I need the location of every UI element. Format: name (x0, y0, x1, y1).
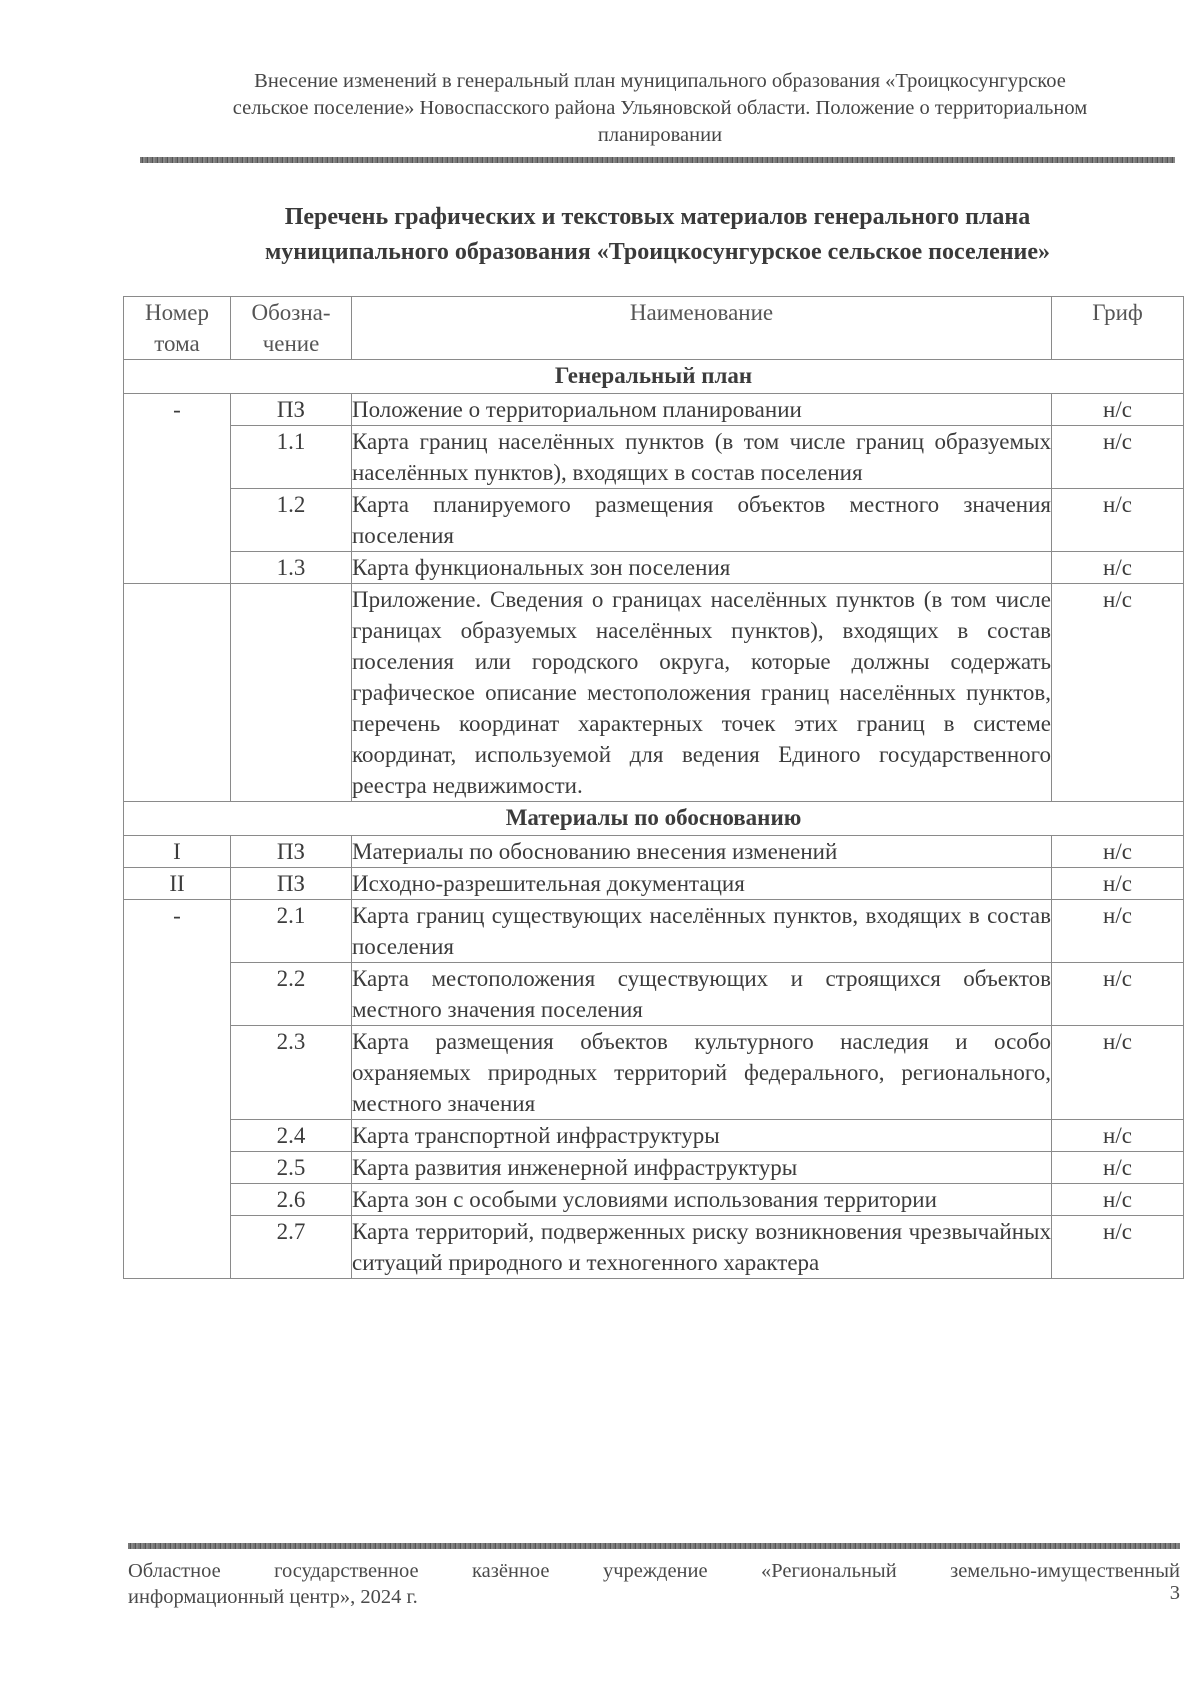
name-cell: Приложение. Сведения о границах населённых пунктов (в том числе границах образуемых населённых пунктов), входящих в состав поселения или городского округа, которые должны содержать графическое описание местоположения границ населённых пунктов, перечень координат характерных точек этих границ в системе координат, используемой для ведения Единого государственного реестра недвижимости. (352, 584, 1052, 802)
volume-cell: II (124, 868, 231, 900)
table-row (124, 868, 1184, 900)
table-row (124, 1184, 1184, 1216)
header-divider (140, 157, 1175, 163)
designation-cell: ПЗ (231, 836, 352, 868)
table-row (124, 836, 1184, 868)
volume-cell: - (124, 394, 231, 584)
name-cell: Материалы по обоснованию внесения изменений (352, 836, 1052, 868)
running-footer (128, 1558, 1180, 1610)
page-number: 3 (1169, 1582, 1180, 1604)
column-header-volume (124, 297, 231, 360)
footer-line-2: информационный центр», 2024 г. (128, 1586, 418, 1608)
column-header-grif: Гриф (1052, 297, 1184, 360)
volume-cell: - (124, 900, 231, 1279)
designation-cell (231, 584, 352, 802)
table-row (124, 963, 1184, 1026)
grif-cell: н/с (1052, 489, 1184, 552)
table-header-row (124, 297, 1184, 360)
designation-cell: 2.2 (231, 963, 352, 1026)
footer-line-1: Областное государственное казённое учреждение «Региональный земельно-имущественный (128, 1560, 1180, 1582)
volume-cell: I (124, 836, 231, 868)
title-line-2: муниципального образования «Троицкосунгурское сельское поселение» (264, 239, 1051, 265)
header-line-2: сельское поселение» Новоспасского района Ульяновской области. Положение о территориальном (232, 97, 1088, 119)
name-cell: Карта зон с особыми условиями использования территории (352, 1184, 1052, 1216)
table-row (124, 1152, 1184, 1184)
grif-cell: н/с (1052, 868, 1184, 900)
running-header (135, 68, 1185, 149)
grif-cell: н/с (1052, 1152, 1184, 1184)
materials-table (123, 296, 1184, 1279)
section-row (124, 360, 1184, 394)
section-title: Генеральный план (124, 360, 1184, 394)
name-cell: Карта местоположения существующих и строящихся объектов местного значения поселения (352, 963, 1052, 1026)
designation-cell: 2.6 (231, 1184, 352, 1216)
column-header-volume-line-1: Номер (145, 300, 209, 325)
volume-cell (124, 584, 231, 802)
designation-cell: 1.3 (231, 552, 352, 584)
grif-cell: н/с (1052, 1120, 1184, 1152)
table-row (124, 426, 1184, 489)
column-header-designation (231, 297, 352, 360)
name-cell: Карта планируемого размещения объектов местного значения поселения (352, 489, 1052, 552)
designation-cell: 1.2 (231, 489, 352, 552)
grif-cell: н/с (1052, 394, 1184, 426)
designation-cell: 1.1 (231, 426, 352, 489)
column-header-volume-line-2: тома (154, 331, 200, 356)
name-cell: Карта транспортной инфраструктуры (352, 1120, 1052, 1152)
header-line-1: Внесение изменений в генеральный план муниципального образования «Троицкосунгурское (254, 70, 1066, 92)
grif-cell: н/с (1052, 426, 1184, 489)
grif-cell: н/с (1052, 836, 1184, 868)
table-row (124, 489, 1184, 552)
name-cell: Карта границ населённых пунктов (в том числе границ образуемых населённых пунктов), входящих в состав поселения (352, 426, 1052, 489)
designation-cell: 2.7 (231, 1216, 352, 1279)
designation-cell: ПЗ (231, 868, 352, 900)
grif-cell: н/с (1052, 963, 1184, 1026)
column-header-designation-line-2: чение (262, 331, 320, 356)
grif-cell: н/с (1052, 1026, 1184, 1120)
column-header-designation-line-1: Обозна- (251, 300, 331, 325)
name-cell: Карта функциональных зон поселения (352, 552, 1052, 584)
table-row (124, 1216, 1184, 1279)
name-cell: Карта развития инженерной инфраструктуры (352, 1152, 1052, 1184)
name-cell: Карта границ существующих населённых пунктов, входящих в состав поселения (352, 900, 1052, 963)
designation-cell: 2.1 (231, 900, 352, 963)
designation-cell: 2.5 (231, 1152, 352, 1184)
name-cell: Карта размещения объектов культурного наследия и особо охраняемых природных территорий федерального, регионального, местного значения (352, 1026, 1052, 1120)
grif-cell: н/с (1052, 1216, 1184, 1279)
document-title (140, 200, 1175, 270)
section-row (124, 802, 1184, 836)
grif-cell: н/с (1052, 552, 1184, 584)
column-header-name: Наименование (352, 297, 1052, 360)
header-line-3: планировании (597, 124, 723, 146)
grif-cell: н/с (1052, 584, 1184, 802)
table-row (124, 394, 1184, 426)
table-row (124, 1026, 1184, 1120)
grif-cell: н/с (1052, 1184, 1184, 1216)
table-row (124, 1120, 1184, 1152)
section-title: Материалы по обоснованию (124, 802, 1184, 836)
table-row (124, 552, 1184, 584)
name-cell: Исходно-разрешительная документация (352, 868, 1052, 900)
name-cell: Положение о территориальном планировании (352, 394, 1052, 426)
grif-cell: н/с (1052, 900, 1184, 963)
designation-cell: 2.4 (231, 1120, 352, 1152)
designation-cell: 2.3 (231, 1026, 352, 1120)
table-row (124, 900, 1184, 963)
table-row (124, 584, 1184, 802)
title-line-1: Перечень графических и текстовых материалов генерального плана (284, 204, 1031, 230)
name-cell: Карта территорий, подверженных риску возникновения чрезвычайных ситуаций природного и техногенного характера (352, 1216, 1052, 1279)
footer-divider (128, 1543, 1180, 1549)
designation-cell: ПЗ (231, 394, 352, 426)
